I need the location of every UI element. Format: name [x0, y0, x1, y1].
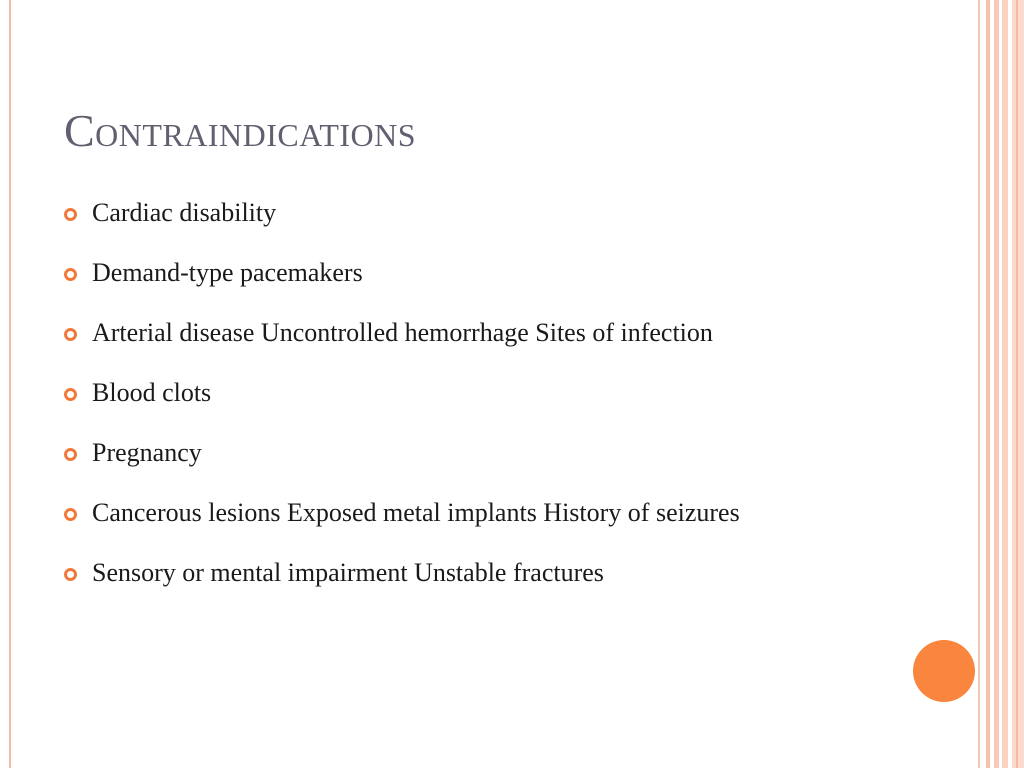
bullet-text: Demand-type pacemakers — [92, 258, 363, 287]
right-stripe-2 — [986, 0, 990, 768]
bullet-item — [64, 548, 740, 608]
right-stripe-6 — [1016, 0, 1018, 768]
slide-title: Contraindications — [64, 105, 417, 156]
bullet-circle-icon — [64, 268, 77, 281]
bullet-item — [64, 368, 740, 428]
bullet-text: Sensory or mental impairment Unstable fractures — [92, 558, 604, 587]
bullet-circle-icon — [64, 328, 77, 341]
bullet-text: Cardiac disability — [92, 198, 277, 227]
bullet-text: Cancerous lesions Exposed metal implants History of seizures — [92, 498, 740, 527]
bullet-text: Pregnancy — [92, 438, 202, 467]
bullet-text: Arterial disease Uncontrolled hemorrhage Sites of infection — [92, 318, 713, 347]
bullet-item — [64, 428, 740, 488]
orange-circle-decoration-icon — [913, 640, 975, 702]
bullet-list — [64, 188, 740, 608]
bullet-circle-icon — [64, 448, 77, 461]
bullet-item — [64, 308, 740, 368]
right-stripe-1 — [978, 0, 980, 768]
bullet-item — [64, 488, 740, 548]
bullet-circle-icon — [64, 388, 77, 401]
bullet-item — [64, 188, 740, 248]
bullet-item — [64, 248, 740, 308]
right-stripe-4 — [1002, 0, 1008, 768]
bullet-circle-icon — [64, 508, 77, 521]
left-border-line — [9, 0, 11, 768]
right-stripe-3 — [994, 0, 999, 768]
right-stripe-5 — [1012, 0, 1024, 768]
bullet-circle-icon — [64, 208, 77, 221]
bullet-circle-icon — [64, 568, 77, 581]
bullet-text: Blood clots — [92, 378, 212, 407]
